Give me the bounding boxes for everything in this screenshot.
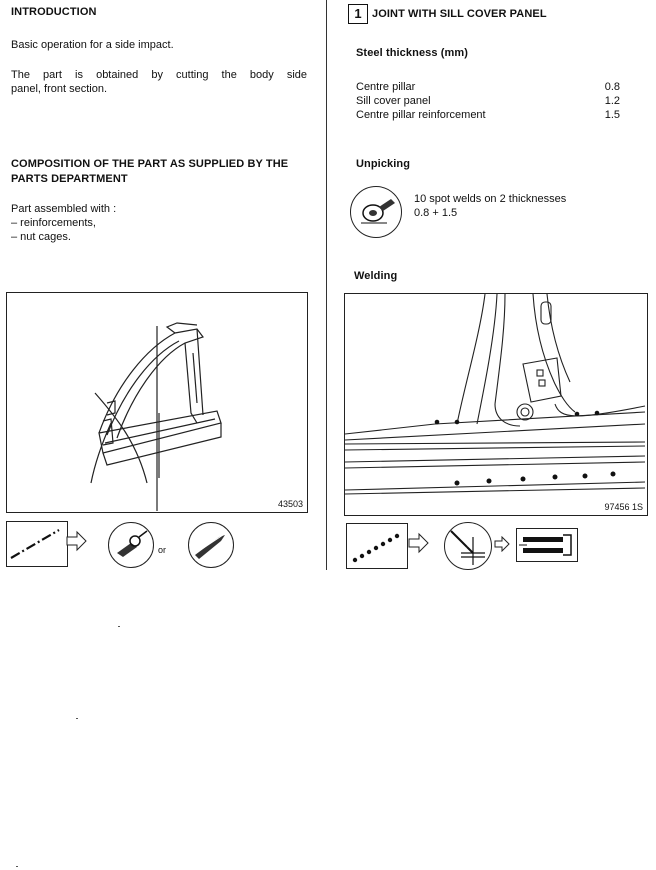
intro-paragraph-2	[11, 68, 307, 96]
thickness-value: 0.8	[604, 81, 620, 93]
right-figure-number: 97456 1S	[604, 502, 643, 512]
arrow-right-icon	[408, 532, 430, 554]
saw-cut-icon	[6, 521, 68, 567]
intro-heading: INTRODUCTION	[11, 6, 97, 18]
air-chisel-icon	[188, 522, 234, 568]
composition-heading-line-2: PARTS DEPARTMENT	[11, 173, 128, 185]
section-number-box: 1	[348, 4, 368, 24]
spot-weld-gun-icon	[516, 528, 578, 562]
sill-joint-drawing	[345, 294, 647, 515]
thickness-row	[356, 80, 620, 94]
thickness-row	[356, 108, 620, 122]
or-label: or	[158, 545, 167, 555]
intro-paragraph-2-line-2: panel, front section.	[11, 83, 108, 95]
assembled-with: Part assembled with :	[11, 203, 117, 215]
intro-paragraph-1: Basic operation for a side impact.	[11, 39, 174, 51]
scan-speck	[16, 866, 18, 867]
arrow-right-icon	[66, 530, 88, 552]
scan-speck	[76, 718, 78, 719]
unpicking-description	[414, 192, 566, 220]
list-item: – reinforcements,	[11, 217, 96, 229]
thickness-row	[356, 94, 620, 108]
thickness-part: Centre pillar	[356, 81, 416, 93]
composition-heading	[11, 157, 307, 187]
scan-speck	[118, 626, 120, 627]
composition-heading-line-1: COMPOSITION OF THE PART AS SUPPLIED BY THE	[11, 158, 289, 170]
thickness-part: Sill cover panel	[356, 95, 431, 107]
left-figure-number: 43503	[277, 499, 303, 509]
body-side-drawing	[7, 293, 307, 512]
intro-paragraph-2-line-1: The part is obtained by cutting the body side	[11, 69, 307, 81]
unpicking-heading: Unpicking	[356, 158, 411, 170]
spot-weld-drill-icon	[350, 186, 402, 238]
unpicking-line-1: 10 spot welds on 2 thicknesses	[414, 193, 567, 205]
column-divider	[326, 0, 327, 570]
small-arrow-icon	[494, 536, 510, 552]
unpicking-line-2: 0.8 + 1.5	[414, 207, 458, 219]
sill-joint-figure	[344, 293, 648, 516]
spot-weld-line-icon	[346, 523, 408, 569]
body-side-figure	[6, 292, 308, 513]
section-title: JOINT WITH SILL COVER PANEL	[372, 8, 547, 20]
mig-plug-weld-icon	[444, 522, 492, 570]
grinder-icon	[108, 522, 154, 568]
thickness-table	[356, 80, 620, 122]
thickness-heading: Steel thickness (mm)	[356, 47, 469, 59]
parts-list	[11, 216, 96, 244]
welding-heading: Welding	[354, 270, 398, 282]
thickness-value: 1.2	[604, 95, 620, 107]
list-item: – nut cages.	[11, 231, 71, 243]
thickness-part: Centre pillar reinforcement	[356, 109, 486, 121]
thickness-value: 1.5	[604, 109, 620, 121]
